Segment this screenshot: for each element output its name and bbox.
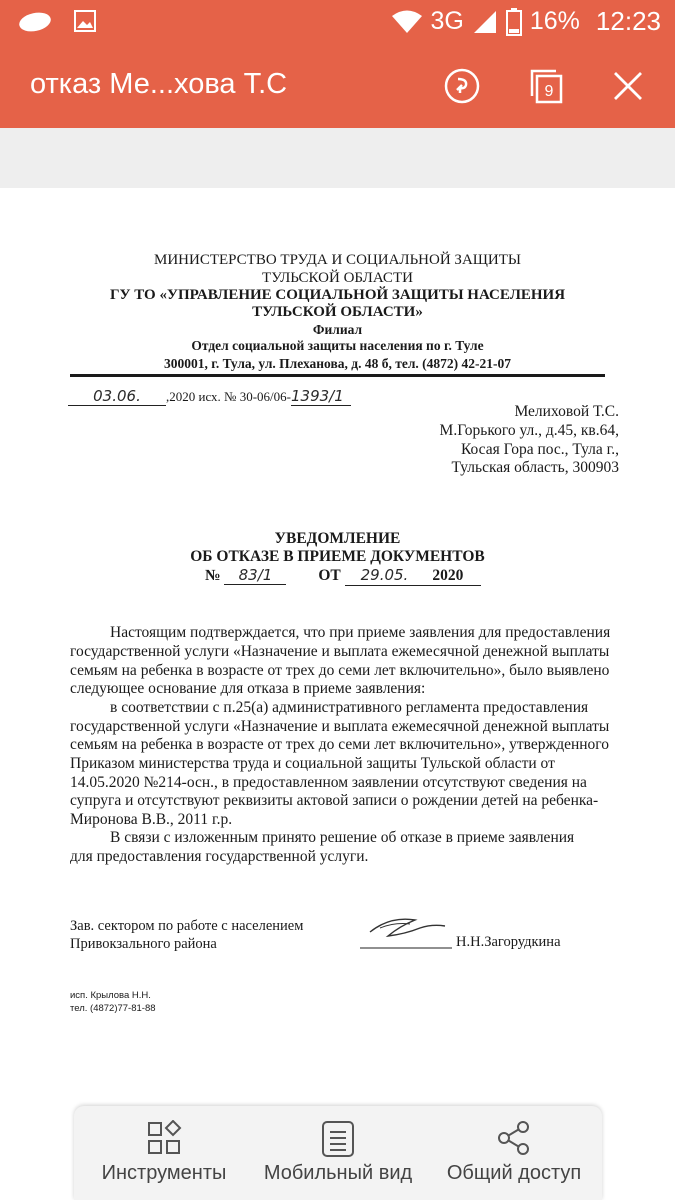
recipient-region: Тульская область, 300903: [451, 459, 619, 476]
document-title: отказ Ме...хова Т.С: [30, 68, 288, 100]
outgoing-year-number: ,2020 исх. № 30-06/06-: [166, 389, 291, 404]
header-department: Отдел социальной защиты населения по г. Туле: [191, 338, 484, 353]
battery-level: 16%: [529, 7, 580, 35]
document-page[interactable]: [0, 188, 675, 1200]
header-ministry: МИНИСТЕРСТВО ТРУДА И СОЦИАЛЬНОЙ ЗАЩИТЫ: [153, 252, 521, 268]
bottom-toolbar: [74, 1106, 602, 1200]
outgoing-number: 1393/1: [291, 387, 351, 406]
share-label: Общий доступ: [446, 1162, 582, 1184]
recipient-name: Мелиховой Т.С.: [514, 403, 619, 420]
tools-button[interactable]: [84, 1106, 244, 1200]
status-bar: [0, 0, 675, 44]
header-rule: [70, 374, 605, 377]
close-icon: [611, 69, 645, 103]
body-line: Приказом министерства труда и социальной защиты Тульской области от: [70, 755, 555, 772]
app-bar: [0, 44, 675, 128]
mobile-view-button[interactable]: [254, 1106, 422, 1200]
body-line: в соответствии с п.25(а) административного регламента предоставления: [110, 699, 589, 716]
tools-icon: [146, 1120, 182, 1156]
executor-phone: тел. (4872)77-81-88: [70, 1003, 156, 1014]
body-line: для предоставления государственной услуги.: [70, 848, 369, 865]
tools-label: Инструменты: [101, 1162, 227, 1184]
outgoing-date: 03.06.: [68, 387, 166, 406]
body-line: государственной услуги «Назначение и выплата ежемесячной денежной выплаты: [70, 718, 610, 735]
body-line: семьям на ребенка в возрасте от трех до семи лет включительно», было выявлено: [70, 662, 610, 679]
signer-position: Зав. сектором по работе с населением: [70, 918, 304, 934]
body-line: супруга и отсутствуют реквизиты актовой записи о рождении детей на ребенка-: [70, 792, 599, 809]
body-line: государственной услуги «Назначение и выплата ежемесячной денежной выплаты: [70, 643, 610, 660]
close-button[interactable]: [606, 64, 650, 108]
outgoing-line: [68, 387, 351, 406]
body-line: Настоящим подтверждается, что при приеме заявления для предоставления: [110, 624, 611, 641]
notice-from-label: ОТ: [318, 567, 341, 584]
executor: исп. Крылова Н.Н.: [70, 990, 151, 1001]
recipient-street: М.Горького ул., д.45, кв.64,: [439, 422, 619, 439]
page-count: 9: [544, 83, 554, 100]
header-agency: ГУ ТО «УПРАВЛЕНИЕ СОЦИАЛЬНОЙ ЗАЩИТЫ НАСЕЛЕНИЯ: [109, 287, 566, 303]
header-branch: Филиал: [312, 322, 363, 337]
notice-subtitle: ОБ ОТКАЗЕ В ПРИЕМЕ ДОКУМЕНТОВ: [190, 548, 485, 565]
speech-icon: [442, 66, 482, 106]
header-region: ТУЛЬСКОЙ ОБЛАСТИ: [262, 270, 413, 286]
notice-date-field: [345, 566, 481, 586]
notice-number-line: [205, 566, 481, 586]
read-aloud-button[interactable]: [440, 64, 484, 108]
header-address: 300001, г. Тула, ул. Плеханова, д. 48 б, тел. (4872) 42-21-07: [163, 356, 512, 371]
mobile-view-label: Мобильный вид: [263, 1162, 413, 1184]
notice-date: 29.05.: [360, 566, 409, 584]
image-icon: [74, 10, 96, 32]
signature-image: [360, 906, 460, 950]
battery-icon: [506, 8, 522, 36]
body-line: В связи с изложенным принято решение об отказе в приеме заявления: [110, 829, 575, 846]
share-button[interactable]: [434, 1106, 594, 1200]
body-line: семьям на ребенка в возрасте от трех до семи лет включительно», утвержденного: [70, 736, 610, 753]
notice-number: 83/1: [224, 566, 286, 585]
header-agency-region: ТУЛЬСКОЙ ОБЛАСТИ»: [252, 304, 423, 320]
document-content: [0, 188, 675, 1200]
wifi-icon: [391, 9, 423, 35]
signal-icon: [472, 9, 498, 35]
signer-district: Привокзального района: [70, 936, 217, 952]
body-line: 14.05.2020 №214-осн., в предоставленном заявлении отсутствуют сведения на: [70, 774, 587, 791]
signer-name: Н.Н.Загорудкина: [456, 934, 561, 950]
mobile-view-icon: [320, 1120, 356, 1158]
clock: 12:23: [595, 6, 661, 36]
network-type: 3G: [430, 7, 464, 35]
notice-no-label: №: [205, 567, 221, 584]
cloud-icon: [18, 10, 52, 32]
page-gap: [0, 128, 675, 188]
notice-title: УВЕДОМЛЕНИЕ: [274, 530, 401, 547]
body-line: следующее основание для отказа в приеме заявления:: [70, 680, 426, 697]
pages-icon: [526, 66, 566, 106]
recipient-city: Косая Гора пос., Тула г.,: [460, 441, 619, 458]
notice-year: 2020: [432, 567, 464, 584]
share-icon: [496, 1120, 532, 1156]
pages-button[interactable]: [524, 64, 568, 108]
body-line: Миронова В.В., 2011 г.р.: [70, 811, 233, 828]
